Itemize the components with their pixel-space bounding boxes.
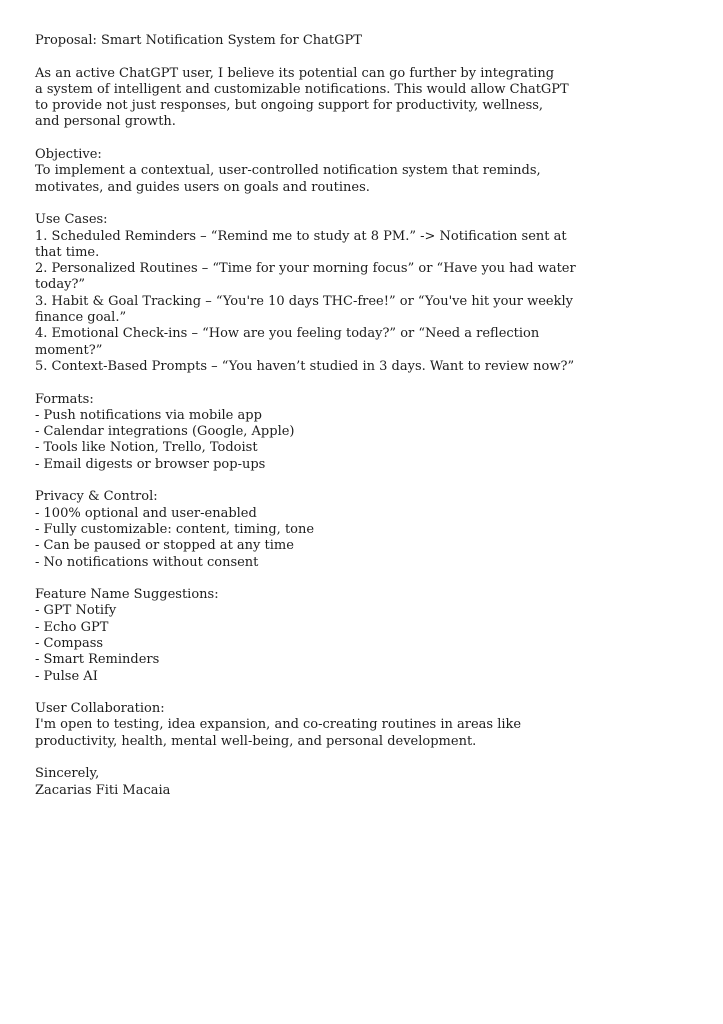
- text-line: moment?”: [35, 342, 103, 358]
- document-title: Proposal: Smart Notification System for ChatGPT: [35, 33, 362, 48]
- text-line: productivity, health, mental well-being, and personal development.: [35, 733, 477, 749]
- document-section: [35, 701, 687, 750]
- text-line: Sincerely,: [35, 766, 100, 782]
- text-line: a system of intelligent and customizable notifications. This would allow ChatGPT: [35, 81, 569, 97]
- text-line: 4. Emotional Check-ins – “How are you feeling today?” or “Need a reflection: [35, 326, 540, 342]
- section-heading: Formats:: [35, 391, 94, 407]
- document-sections: [35, 66, 687, 799]
- document-section: [35, 766, 687, 799]
- section-heading: Privacy & Control:: [35, 489, 158, 505]
- text-line: - Push notifications via mobile app: [35, 407, 262, 423]
- document-section: [35, 489, 687, 570]
- text-line: - GPT Notify: [35, 603, 117, 619]
- text-line: 3. Habit & Goal Tracking – “You're 10 days THC-free!” or “You've hit your weekly: [35, 293, 574, 309]
- text-line: - Email digests or browser pop-ups: [35, 456, 266, 472]
- text-line: - Fully customizable: content, timing, tone: [35, 521, 315, 537]
- text-line: today?”: [35, 277, 86, 293]
- text-line: - Tools like Notion, Trello, Todoist: [35, 440, 258, 456]
- section-heading: Use Cases:: [35, 212, 108, 228]
- section-heading: Objective:: [35, 147, 102, 163]
- text-line: - Calendar integrations (Google, Apple): [35, 424, 295, 440]
- document-section: [35, 587, 687, 685]
- text-line: that time.: [35, 244, 100, 260]
- text-line: As an active ChatGPT user, I believe its potential can go further by integrating: [35, 65, 555, 81]
- text-line: Zacarias Fiti Macaia: [35, 782, 171, 798]
- section-heading: User Collaboration:: [35, 701, 165, 717]
- text-line: - Can be paused or stopped at any time: [35, 538, 294, 554]
- text-line: 2. Personalized Routines – “Time for your morning focus” or “Have you had water: [35, 261, 576, 277]
- document-section: [35, 392, 687, 473]
- text-line: 1. Scheduled Reminders – “Remind me to study at 8 PM.” -> Notification sent at: [35, 228, 567, 244]
- text-line: and personal growth.: [35, 114, 176, 130]
- text-line: - No notifications without consent: [35, 554, 259, 570]
- text-line: to provide not just responses, but ongoing support for productivity, wellness,: [35, 98, 544, 114]
- document-section: [35, 66, 687, 131]
- text-line: motivates, and guides users on goals and routines.: [35, 179, 370, 195]
- section-heading: Feature Name Suggestions:: [35, 587, 219, 603]
- text-line: - Pulse AI: [35, 668, 98, 684]
- text-line: - 100% optional and user-enabled: [35, 505, 257, 521]
- text-line: - Echo GPT: [35, 619, 109, 635]
- document-section: [35, 147, 687, 196]
- text-line: - Compass: [35, 635, 104, 651]
- document-section: [35, 212, 687, 375]
- text-line: To implement a contextual, user-controlled notification system that reminds,: [35, 163, 541, 179]
- text-line: 5. Context-Based Prompts – “You haven’t studied in 3 days. Want to review now?”: [35, 358, 575, 374]
- text-line: I'm open to testing, idea expansion, and co-creating routines in areas like: [35, 717, 522, 733]
- text-line: - Smart Reminders: [35, 652, 160, 668]
- text-line: finance goal.”: [35, 310, 127, 326]
